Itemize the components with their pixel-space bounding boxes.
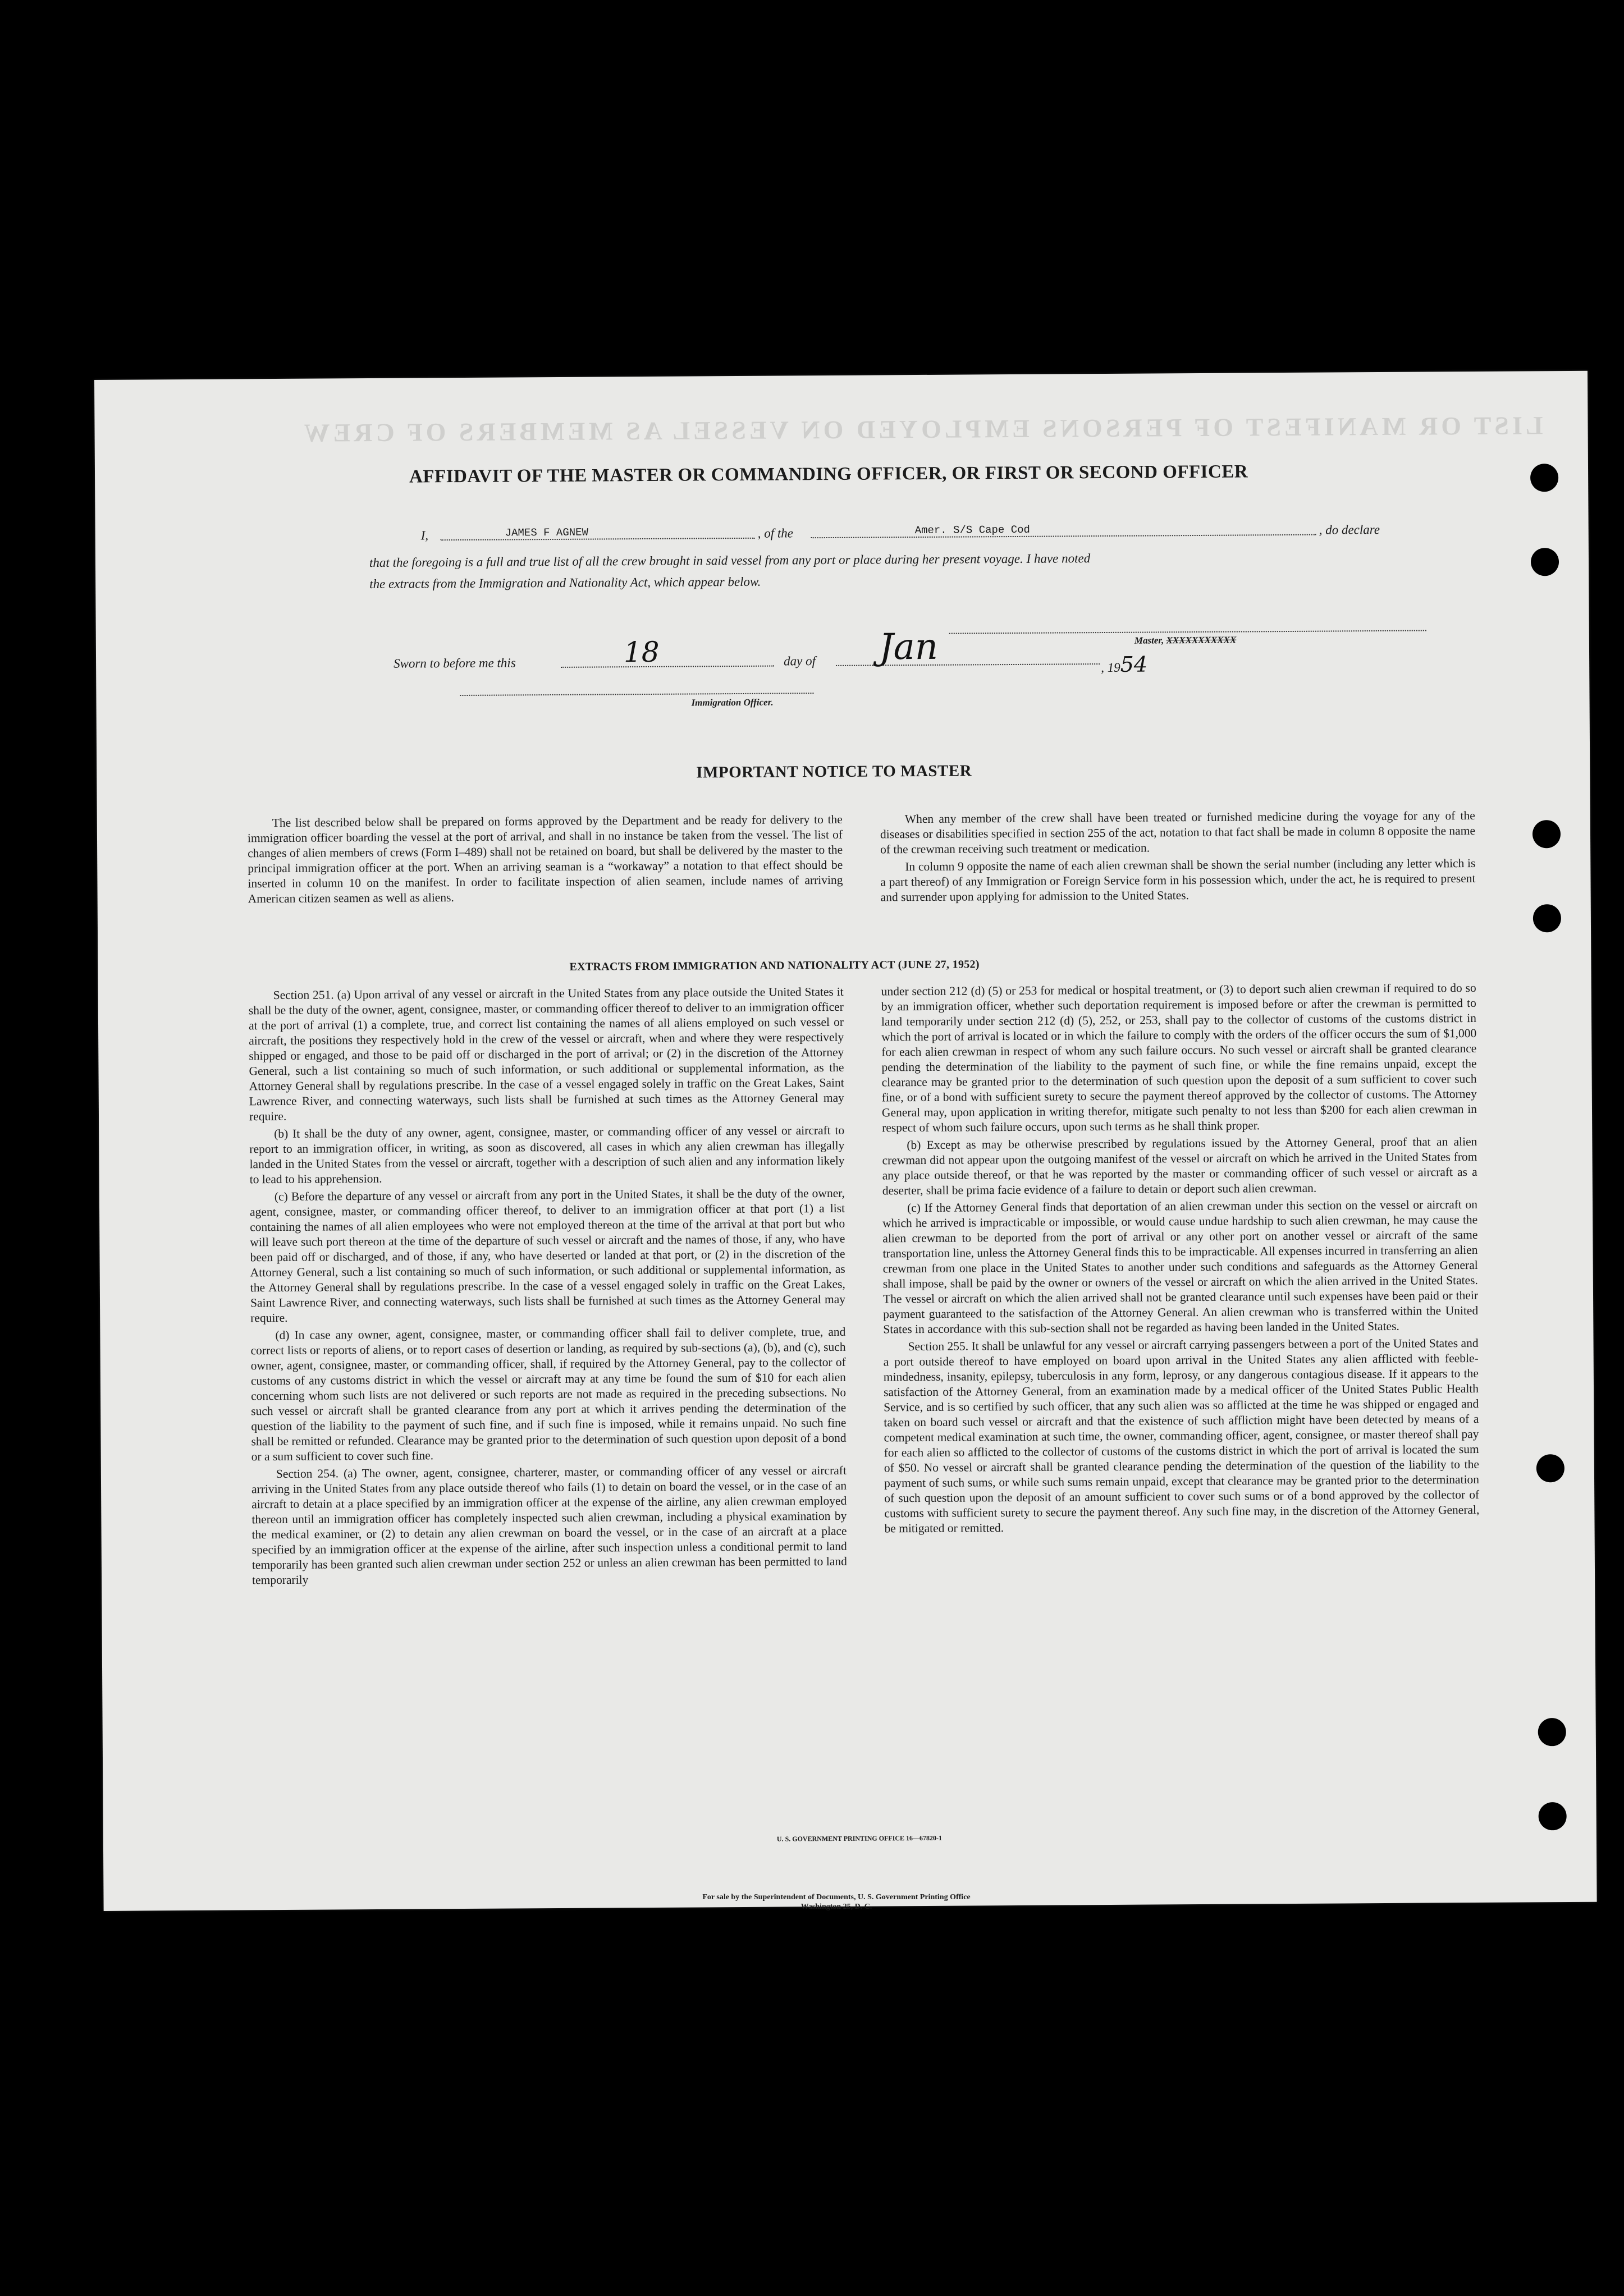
extracts-right-column [881, 980, 1480, 1538]
act-paragraph: Section 251. (a) Upon arrival of any vessel or aircraft in the United States from any place outside the United States it shall be the duty of the owner, agent, consignee, master, or commanding officer thereof to deliver to an immigration officer at the port of arrival (1) a complete, true, and correct list containing the names of all aliens employed on such vessel or aircraft, the positions they respectively hold in the crew of the vessel or aircraft, when and where they were respectively shipped or engaged, and those to be paid off or discharged in the port of arrival; or (2) in the discretion of the Attorney General, such a list containing so much of such information, or such additional or supplemental information, as the Attorney General shall by regulations prescribe. In the case of a vessel engaged solely in traffic on the Great Lakes, Saint Lawrence River, and connecting waterways, such lists shall be furnished at such times as the Attorney General may require. [248, 984, 844, 1124]
notice-right-column [880, 808, 1476, 907]
vessel-name: Amer. S/S Cape Cod [914, 523, 1030, 537]
sworn-month-line [836, 663, 1100, 666]
year-prefix: , 19 [1101, 660, 1120, 675]
act-paragraph: under section 212 (d) (5) or 253 for medical or hospital treatment, or (3) to deport such alien crewman if required to do so by an immigration officer, whether such deportation requirement is imposed before or after the crewman is permitted to land temporarily under section 212 (d) (5), 252, or 253, shall pay to the collector of customs of the customs district in which the port of arrival is located or in which the failure to comply with the orders of the officer occurs the sum of $1,000 for each alien crewman in respect of whom any such failure occurs. No such vessel or aircraft shall be granted clearance pending the determination of the liability to the payment of such fine, or while the fine remains unpaid, except the clearance may be granted prior to the determination of such question upon the deposit of a sum sufficient to cover such fine, or of a bond with sufficient surety to secure the payment thereof approved by the collector of customs. The Attorney General may, upon application in writing therefor, mitigate such penalty to not less than $200 for each alien crewman in respect of whom such failure occurs, upon such terms as he shall think proper. [881, 980, 1477, 1135]
punch-hole [1539, 1802, 1567, 1830]
vessel-line [811, 534, 1316, 538]
act-paragraph: (b) It shall be the duty of any owner, agent, consignee, master, or commanding officer of any vessel or aircraft to report to an immigration officer, in writing, as soon as discovered, all cases in which any alien crewman has illegally landed in the United States from the vessel or aircraft, together with a description of such alien and any information likely to lead to his apprehension. [249, 1123, 845, 1186]
punch-hole [1532, 820, 1561, 848]
do-declare-label: , do declare [1319, 523, 1380, 537]
notice-paragraph: When any member of the crew shall have been treated or furnished medicine during the voyage for any of the diseases or disabilities specified in section 255 of the act, notation to that fact shall be made in column 8 opposite the name of the crewman receiving such treatment or medication. [880, 808, 1476, 856]
punch-hole [1538, 1718, 1566, 1746]
extracts-title: EXTRACTS FROM IMMIGRATION AND NATIONALITY ACT (JUNE 27, 1952) [569, 958, 980, 973]
act-paragraph: Section 255. It shall be unlawful for any vessel or aircraft carrying passengers between a port of the United States and a port outside thereof to have employed on board upon arrival in the United States any alien afflicted with feeble-mindedness, insanity, epilepsy, tuberculosis in any form, leprosy, or any dangerous contagious disease. If it appears to the satisfaction of the Attorney General, from an examination made by a medical officer of the United States Public Health Service, and is so certified by such officer, that any such alien was so afflicted at the time he was shipped or engaged and taken on board such vessel or aircraft and that the existence of such affliction might have been detected by means of a competent medical examination at such time, the owner, commanding officer, agent, consignee, or master thereof shall pay for each alien so afflicted to the collector of customs of the customs district in which the port of arrival is located the sum of $50. No vessel or aircraft shall be granted clearance pending the determination of the question of the liability to the payment of such sums, or while such sums remain unpaid, except that clearance may be granted prior to the determination of such question upon the deposit of an amount sufficient to cover such sums or of a bond approved by the collector of customs with sufficient surety to secure the payment thereof. Any such fine may, in the discretion of the Attorney General, be mitigated or remitted. [883, 1336, 1480, 1536]
punch-hole [1531, 548, 1559, 576]
act-paragraph: (c) If the Attorney General finds that deportation of an alien crewman under this section on the vessel or aircraft on which he arrived is impracticable or impossible, or would cause undue hardship to such alien crewman, he may cause the alien crewman to be deported from the port of arrival or any other port on another vessel or aircraft of the same transportation line, unless the Attorney General finds this to be impracticable. All expenses incurred in transferring an alien crewman from one place in the United States to another under such conditions and safeguards as the Attorney General shall impose, shall be paid by the owner or owners of the vessel or aircraft on which the alien arrived in the United States. The vessel or aircraft on which the alien arrived shall not be granted clearance until such expenses have been paid or their payment guaranteed to the satisfaction of the Attorney General. An alien crewman who is transferred within the United States in accordance with this sub-section shall not be regarded as having been landed in the United States. [882, 1197, 1479, 1336]
gpo-mark: U. S. GOVERNMENT PRINTING OFFICE 16—67820-1 [776, 1834, 943, 1843]
immigration-officer-label: Immigration Officer. [691, 696, 774, 708]
i-label: I, [420, 528, 429, 543]
master-label-row [1134, 635, 1237, 647]
sworn-day: 18 [623, 635, 660, 669]
sworn-year [1101, 652, 1147, 677]
notice-paragraph: The list described below shall be prepared on forms approved by the Department and be ready for delivery to the immigration officer boarding the vessel at the port of arrival, and shall in no instance be taken from the vessel. The list of changes of alien members of crews (Form I–489) shall not be retained on board, but shall be delivered by the master to the principal immigration officer at the port. When an arriving seaman is a “workaway” a notation to that effect should be inserted in column 10 on the manifest. In order to facilitate inspection of alien seamen, include names of arriving American citizen seamen as well as aliens. [247, 812, 843, 906]
master-name: JAMES F AGNEW [505, 526, 588, 539]
punch-hole [1530, 464, 1558, 492]
sale-footer-line-2: Washington 25, D. C. [800, 1903, 872, 1911]
affidavit-title: AFFIDAVIT OF THE MASTER OR COMMANDING OFFICER, OR FIRST OR SECOND OFFICER [409, 461, 1248, 487]
sworn-month: Jan [879, 626, 939, 668]
notice-left-column [248, 812, 843, 909]
act-paragraph: (b) Except as may be otherwise prescribed by regulations issued by the Attorney General, proof that an alien crewman did not appear upon the outgoing manifest of the vessel or aircraft on which he arrived in the United States from any place outside thereof, or that he was reported by the master or commanding officer of such vessel or aircraft as a deserter, shall be prima facie evidence of a failure to detain or deport such alien crewman. [882, 1134, 1477, 1198]
punch-hole [1536, 1454, 1564, 1482]
of-the-label: , of the [757, 526, 794, 540]
sworn-day-line [561, 666, 774, 668]
bleed-through-header: LIST OR MANIFEST OF PERSONS EMPLOYED ON VESSEL AS MEMBERS OF CREW [300, 411, 1543, 447]
document-page [94, 371, 1597, 1911]
master-label: Master, [1134, 635, 1164, 646]
struck-officer-title: XXXXXXXXXXX [1166, 634, 1237, 646]
sworn-label: Sworn to before me this [394, 656, 516, 671]
name-line [441, 538, 755, 540]
day-of-label: day of [784, 654, 816, 668]
act-paragraph: (c) Before the departure of any vessel or aircraft from any port in the United States, it shall be the duty of the owner, agent, consignee, master, or commanding officer thereof, to deliver to an immigration officer at that port (1) a list containing the names of all alien employees who were not employed thereon at the time of the arrival at that port but who will leave such port thereon at the time of the departure of such vessel or aircraft and the names of those, if any, who have been paid off or discharged, and of those, if any, who have deserted or landed at that port, or (2) in the discretion of the Attorney General, such a list containing so much of such information, or such additional or supplemental information, as the Attorney General shall by regulations prescribe. In the case of a vessel engaged solely in traffic on the Great Lakes, Saint Lawrence River, and connecting waterways, such lists shall be furnished at such times as the Attorney General may require. [249, 1186, 846, 1325]
declaration-line-3: the extracts from the Immigration and Nationality Act, which appear below. [369, 574, 761, 592]
year-suffix: 54 [1120, 652, 1148, 677]
sale-footer-line-1: For sale by the Superintendent of Documents, U. S. Government Printing Office [702, 1893, 971, 1901]
punch-hole [1533, 904, 1561, 932]
notice-paragraph: In column 9 opposite the name of each alien crewman shall be shown the serial number (including any letter which is a part thereof) of any Immigration or Foreign Service form in his possession which, under the act, he is required to present and surrender upon applying for admission to the United States. [880, 856, 1476, 904]
sale-footer [584, 1892, 1089, 1912]
act-paragraph: Section 254. (a) The owner, agent, consignee, charterer, master, or commanding officer of any vessel or aircraft arriving in the United States from any place outside thereof who fails (1) to detain on board the vessel, or in the case of an aircraft to detain at a place specified by an immigration officer at the expense of the airline, any alien crewman employed thereon until an immigration officer has completely inspected such alien crewman, including a physical examination by the medical examiner, or (2) to detain any alien crewman on board the vessel, or in the case of an aircraft at a place specified by an immigration officer at the expense of the airline, after such inspection unless a conditional permit to land temporarily has been granted such alien crewman under section 252 or unless an alien crewman has been permitted to land temporarily [251, 1463, 847, 1587]
declaration-line-2: that the foregoing is a full and true list of all the crew brought in said vessel from any port or place during her present voyage. I have noted [369, 551, 1091, 570]
notice-title: IMPORTANT NOTICE TO MASTER [696, 762, 972, 782]
immigration-officer-line [460, 693, 813, 696]
act-paragraph: (d) In case any owner, agent, consignee, master, or commanding officer shall fail to deliver complete, true, and correct lists or reports of aliens, or to report cases of desertion or landing, as required by sub-sections (a), (b), and (c), such owner, agent, consignee, master, or commanding officer, shall, if required by the Attorney General, pay to the collector of customs of any customs district in which the vessel or aircraft may at any time be found the sum of $10 for each alien concerning whom such lists are not delivered or such reports are not made as required in the preceding subsections. No such vessel or aircraft shall be granted clearance from any port at which it arrives pending the determination of the question of the liability to the payment of such fine, and if such fine is imposed, while it remains unpaid. No such fine shall be remitted or refunded. Clearance may be granted prior to the determination of such question upon deposit of a bond or a sum sufficient to cover such fine. [250, 1325, 847, 1464]
master-signature-line [949, 630, 1426, 634]
extracts-left-column [249, 984, 848, 1590]
